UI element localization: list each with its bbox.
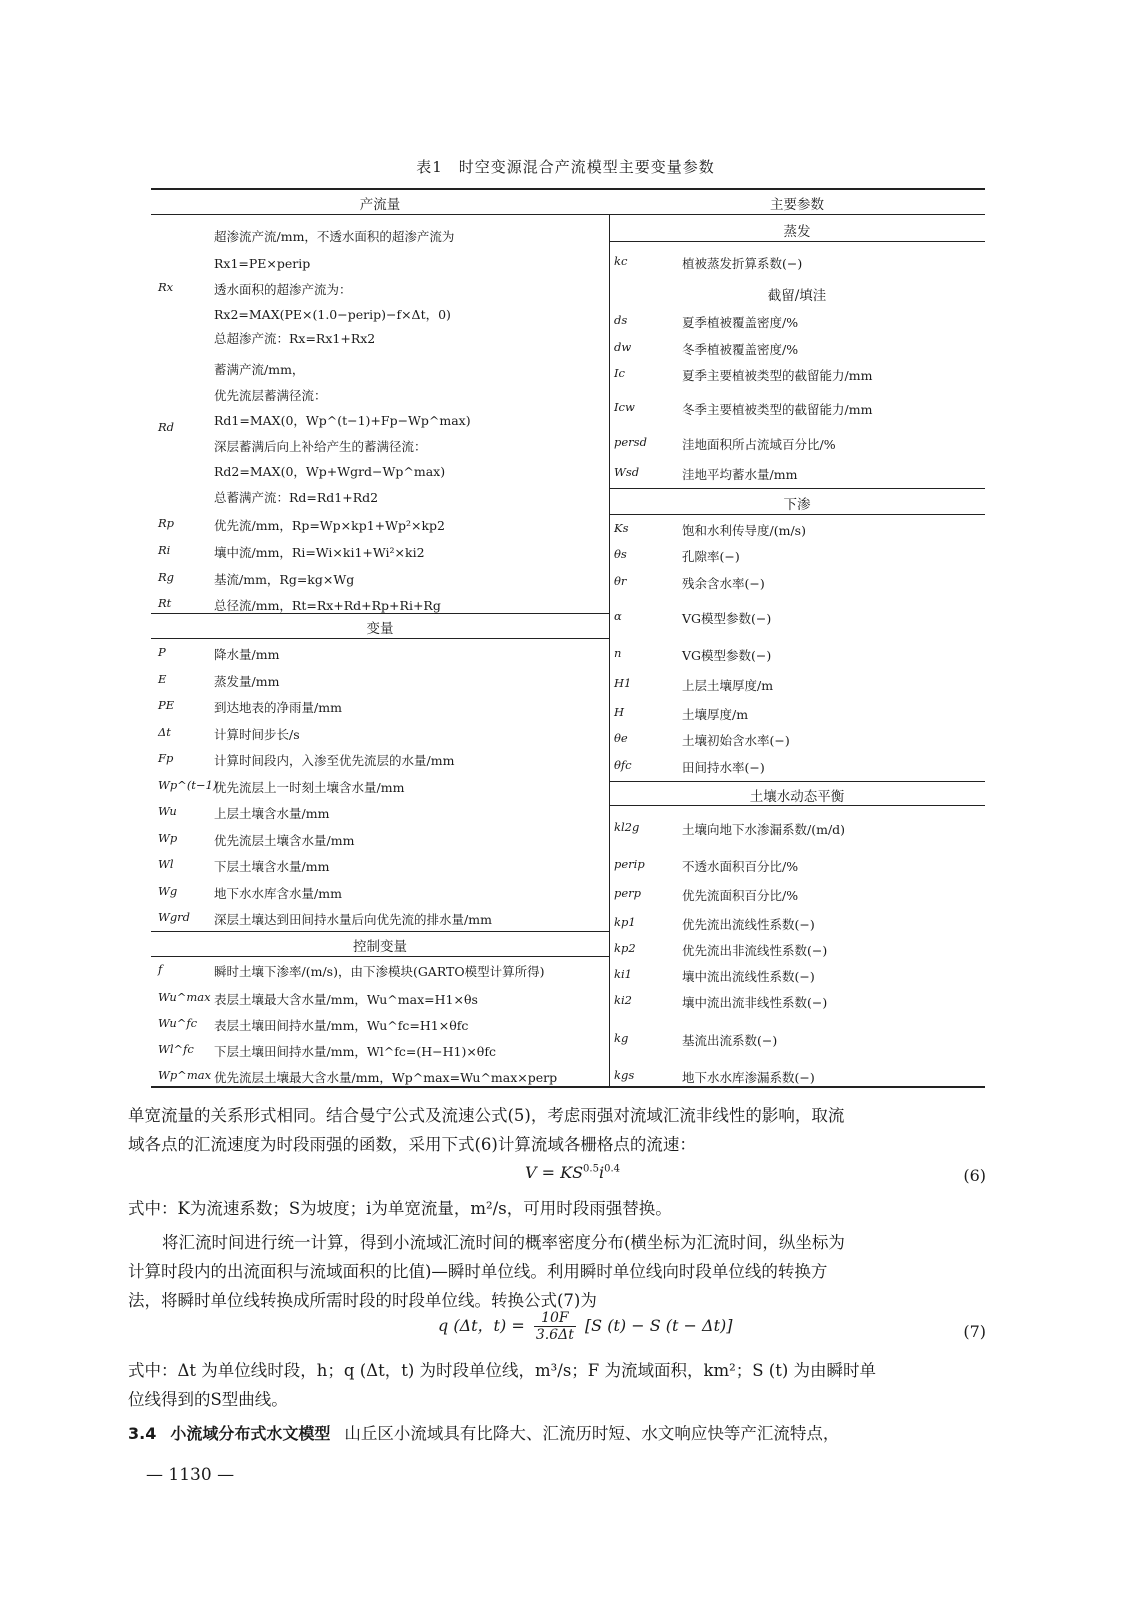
param-section-rule-top — [609, 781, 985, 782]
variable-row: 降水量/mm — [214, 647, 280, 662]
runoff-symbol: Rp — [158, 516, 175, 530]
variable-symbol: Wp — [158, 830, 178, 845]
param-section-header: 土壤水动态平衡 — [749, 789, 845, 805]
runoff-row: 优先流/mm，Rp=Wp×kp1+Wp²×kp2 — [214, 518, 445, 533]
param-section-header: 下渗 — [783, 497, 811, 513]
variable-row: 优先流层上一时刻土壤含水量/mm — [214, 779, 405, 795]
table-top-rule — [151, 188, 985, 190]
paragraph-4-line-2: 位线得到的S型曲线。 — [128, 1390, 288, 1409]
table-column-divider — [609, 214, 610, 1086]
section-body: 山丘区小流域具有比降大、汇流历时短、水文响应快等产汇流特点， — [344, 1424, 840, 1443]
variable-symbol: Wu — [158, 804, 177, 818]
variable-symbol: PE — [158, 698, 175, 712]
runoff-row: Rx2=MAX(PE×(1.0−perip)−f×Δt，0) — [214, 307, 451, 322]
param-row: 冬季植被覆盖密度/% — [682, 342, 799, 357]
param-symbol: ki2 — [614, 993, 632, 1007]
param-symbol: dw — [614, 340, 632, 354]
table-bottom-rule — [151, 1086, 985, 1088]
variables-header: 变量 — [366, 621, 394, 637]
runoff-symbol: Rd — [158, 420, 175, 434]
runoff-row: 壤中流/mm，Ri=Wi×ki1+Wi²×ki2 — [214, 545, 425, 560]
variables-rule-top — [151, 613, 609, 614]
param-symbol: kp1 — [614, 915, 636, 929]
equation-7-number: (7) — [963, 1322, 986, 1341]
param-row: 地下水水库渗漏系数(−) — [682, 1070, 815, 1085]
param-symbol: n — [614, 646, 622, 660]
variable-row: 到达地表的净雨量/mm — [214, 700, 342, 715]
param-row: 土壤初始含水率(−) — [682, 733, 790, 748]
param-section-header: 蒸发 — [783, 224, 811, 240]
param-symbol: kc — [614, 254, 628, 268]
runoff-symbol: Rx — [158, 280, 174, 294]
param-row: 不透水面积百分比/% — [682, 859, 799, 874]
param-symbol: Ic — [614, 366, 625, 380]
param-symbol: Icw — [614, 400, 635, 414]
runoff-row: Rd1=MAX(0，Wp^(t−1)+Fp−Wp^max) — [214, 413, 471, 428]
variable-row: 下层土壤含水量/mm — [214, 859, 330, 874]
param-symbol: ki1 — [614, 967, 632, 981]
section-title: 小流域分布式水文模型 — [170, 1424, 331, 1443]
runoff-symbol: Rg — [158, 570, 175, 584]
equation-6-i: i — [598, 1163, 605, 1182]
param-row: 田间持水率(−) — [682, 760, 765, 775]
equation-7-fraction — [534, 1310, 576, 1343]
header-parameters: 主要参数 — [770, 197, 824, 213]
variable-symbol: Wg — [158, 883, 178, 898]
paragraph-3-line-2: 计算时段内的出流面积与流域面积的比值)—瞬时单位线。利用瞬时单位线向时段单位线的转换方 — [128, 1262, 828, 1281]
param-section-rule-bottom — [609, 514, 985, 515]
param-row: 优先流出非流线性系数(−) — [682, 943, 828, 958]
runoff-row: 总径流/mm，Rt=Rx+Rd+Rp+Ri+Rg — [214, 598, 441, 613]
paragraph-4-line-1: 式中：Δt 为单位线时段，h；q (Δt，t) 为时段单位线，m³/s；F 为流域面积，km²；S (t) 为由瞬时单 — [128, 1361, 877, 1380]
param-symbol: θfc — [614, 758, 632, 772]
param-symbol: H — [614, 705, 625, 719]
variables-rule-bottom — [151, 638, 609, 639]
header-runoff: 产流量 — [359, 197, 401, 213]
controls-rule-top — [151, 931, 609, 932]
variable-row: 地下水水库含水量/mm — [214, 885, 342, 901]
table-header-rule — [151, 214, 985, 215]
param-row: 饱和水利传导度/(m/s) — [682, 523, 806, 538]
variable-symbol: E — [158, 671, 167, 686]
controls-rule-bottom — [151, 956, 609, 957]
runoff-row: 优先流层蓄满径流： — [214, 388, 327, 403]
param-symbol: H1 — [614, 676, 632, 690]
param-section-rule-top — [609, 488, 985, 489]
control-symbol: f — [158, 962, 163, 976]
page-number: — 1130 — — [146, 1465, 235, 1485]
variable-row: 计算时间步长/s — [214, 726, 300, 742]
paragraph-3-line-3: 法，将瞬时单位线转换成所需时段的时段单位线。转换公式(7)为 — [128, 1291, 597, 1310]
param-row: 夏季主要植被类型的截留能力/mm — [682, 368, 873, 383]
control-row: 瞬时土壤下渗率/(m/s)，由下渗模块(GARTO模型计算所得) — [214, 964, 545, 979]
param-row: 优先流出流线性系数(−) — [682, 917, 815, 932]
runoff-row: 深层蓄满后向上补给产生的蓄满径流： — [214, 439, 427, 454]
variable-symbol: Δt — [158, 724, 171, 739]
equation-6-lhs: V = KS — [525, 1163, 584, 1182]
control-row: 表层土壤最大含水量/mm，Wu^max=H1×θs — [214, 992, 478, 1007]
table-caption: 表1 时空变源混合产流模型主要变量参数 — [416, 158, 715, 176]
equation-6-number: (6) — [963, 1166, 986, 1185]
param-row: 壤中流出流线性系数(−) — [682, 969, 815, 984]
runoff-row: 总超渗产流：Rx=Rx1+Rx2 — [214, 331, 376, 346]
runoff-symbol: Ri — [158, 543, 171, 557]
param-symbol: kp2 — [614, 941, 636, 955]
equation-7-rhs: [S (t) − S (t − Δt)] — [584, 1316, 733, 1335]
param-row: 基流出流系数(−) — [682, 1033, 778, 1048]
param-section-rule-bottom — [609, 805, 985, 806]
equation-6 — [525, 1163, 620, 1182]
param-row: 冬季主要植被类型的截留能力/mm — [682, 402, 873, 417]
variable-row: 优先流层土壤含水量/mm — [214, 832, 355, 848]
param-row: 优先流面积百分比/% — [682, 888, 799, 903]
param-row: VG模型参数(−) — [682, 611, 772, 626]
param-symbol: ds — [614, 313, 628, 327]
runoff-symbol: Rt — [158, 596, 172, 610]
runoff-row: 透水面积的超渗产流为： — [214, 282, 352, 297]
runoff-row: 总蓄满产流：Rd=Rd1+Rd2 — [214, 490, 379, 505]
equation-7 — [438, 1310, 732, 1343]
param-symbol: kg — [614, 1031, 629, 1045]
param-row: 植被蒸发折算系数(−) — [682, 256, 803, 271]
runoff-row: 蓄满产流/mm， — [214, 362, 305, 377]
variable-symbol: Wl — [158, 857, 174, 871]
param-symbol: θe — [614, 731, 628, 745]
equation-6-exp2: 0.4 — [604, 1163, 620, 1175]
param-symbol: Wsd — [614, 465, 640, 479]
control-row: 下层土壤田间持水量/mm，Wl^fc=(H−H1)×θfc — [214, 1044, 496, 1059]
param-row: 壤中流出流非线性系数(−) — [682, 995, 828, 1010]
param-section-header: 截留/填洼 — [767, 288, 827, 304]
paragraph-1-line-2: 域各点的汇流速度为时段雨强的函数，采用下式(6)计算流域各栅格点的流速： — [128, 1135, 696, 1154]
section-3-4 — [128, 1420, 839, 1444]
param-row: 土壤厚度/m — [682, 707, 749, 722]
variable-symbol: Wgrd — [158, 910, 191, 924]
control-symbol: Wl^fc — [158, 1042, 194, 1056]
variable-row: 计算时间段内，入渗至优先流层的水量/mm — [214, 753, 455, 768]
runoff-row: Rd2=MAX(0，Wp+Wgrd−Wp^max) — [214, 464, 446, 479]
param-symbol: perp — [614, 886, 642, 900]
param-section-rule-bottom — [609, 241, 985, 242]
variable-symbol: P — [158, 645, 166, 659]
equation-7-numerator: 10F — [534, 1310, 576, 1327]
param-row: VG模型参数(−) — [682, 648, 772, 663]
param-symbol: perip — [614, 857, 645, 871]
param-symbol: Ks — [614, 521, 629, 535]
paragraph-2: 式中：K为流速系数；S为坡度；i为单宽流量，m²/s，可用时段雨强替换。 — [128, 1199, 672, 1218]
paragraph-3-line-1: 将汇流时间进行统一计算，得到小流域汇流时间的概率密度分布(横坐标为汇流时间，纵坐标为 — [162, 1233, 845, 1252]
param-symbol: kgs — [614, 1068, 635, 1082]
param-row: 夏季植被覆盖密度/% — [682, 315, 799, 330]
runoff-row: 超渗流产流/mm，不透水面积的超渗产流为 — [214, 229, 455, 244]
param-symbol: θs — [614, 547, 627, 561]
param-row: 残余含水率(−) — [682, 576, 765, 591]
runoff-row: Rx1=PE×perip — [214, 256, 311, 271]
section-number: 3.4 — [128, 1424, 157, 1443]
param-row: 上层土壤厚度/m — [682, 678, 774, 693]
variable-row: 深层土壤达到田间持水量后向优先流的排水量/mm — [214, 912, 492, 927]
param-symbol: α — [614, 609, 622, 623]
variable-symbol: Fp — [158, 751, 174, 765]
control-symbol: Wu^fc — [158, 1016, 198, 1030]
variable-row: 蒸发量/mm — [214, 673, 280, 689]
param-row: 洼地平均蓄水量/mm — [682, 467, 798, 482]
paragraph-1-line-1: 单宽流量的关系形式相同。结合曼宁公式及流速公式(5)，考虑雨强对流域汇流非线性的影响，取流 — [128, 1106, 845, 1125]
param-symbol: θr — [614, 574, 627, 588]
variable-row: 上层土壤含水量/mm — [214, 806, 330, 821]
param-row: 洼地面积所占流域百分比/% — [682, 437, 836, 452]
control-row: 表层土壤田间持水量/mm，Wu^fc=H1×θfc — [214, 1018, 469, 1033]
param-symbol: kl2g — [614, 820, 640, 834]
param-row: 孔隙率(−) — [682, 549, 740, 564]
control-symbol: Wp^max — [158, 1068, 212, 1082]
variable-symbol: Wp^(t−1) — [158, 777, 218, 792]
param-symbol: persd — [614, 435, 647, 449]
equation-7-lhs: q (Δt，t) = — [438, 1316, 525, 1335]
param-row: 土壤向地下水渗漏系数/(m/d) — [682, 822, 846, 837]
equation-6-exp1: 0.5 — [583, 1163, 599, 1175]
control-row: 优先流层土壤最大含水量/mm，Wp^max=Wu^max×perp — [214, 1070, 558, 1085]
controls-header: 控制变量 — [353, 939, 407, 955]
control-symbol: Wu^max — [158, 990, 211, 1004]
equation-7-denominator: 3.6Δt — [535, 1327, 574, 1343]
runoff-row: 基流/mm，Rg=kg×Wg — [214, 572, 355, 587]
